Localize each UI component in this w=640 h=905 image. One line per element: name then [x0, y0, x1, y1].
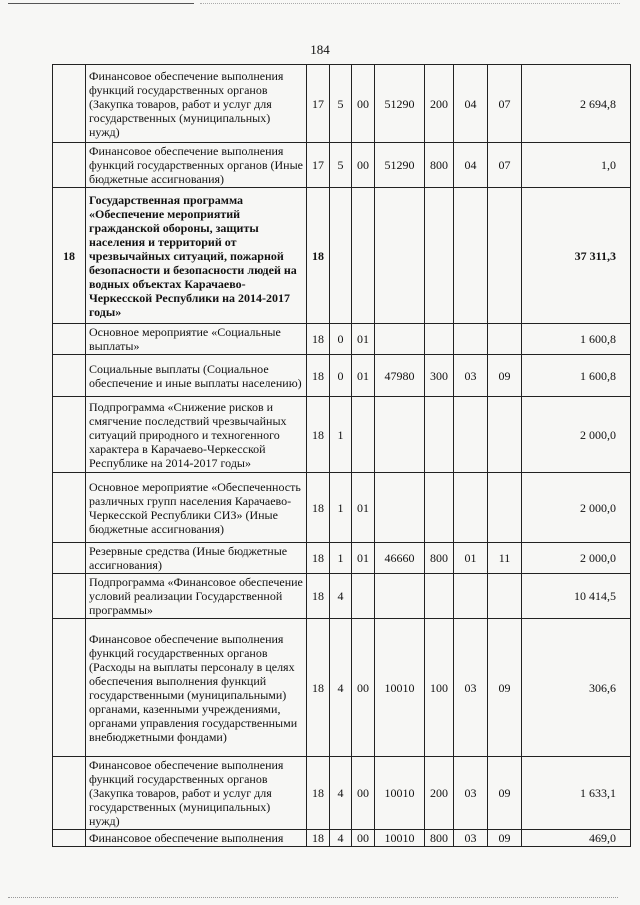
code-program: 18	[307, 619, 330, 757]
code-event: 01	[352, 543, 375, 574]
row-amount: 469,0	[522, 830, 631, 847]
code-event: 00	[352, 619, 375, 757]
code-program: 17	[307, 143, 330, 188]
budget-table	[52, 64, 631, 847]
code-event: 00	[352, 143, 375, 188]
code-direction	[375, 324, 425, 355]
code-direction	[375, 188, 425, 324]
code-direction: 51290	[375, 65, 425, 143]
code-expense-type: 200	[425, 65, 454, 143]
code-subsection: 09	[488, 355, 522, 397]
row-name: Финансовое обеспечение выполнения функций государственных органов (Расходы на выплаты персоналу в целях обеспечения выполнения функций государственными (муниципальными) органами, казенными учреждениями, органами управления государственными внебюджетными фондами)	[86, 619, 307, 757]
code-section	[454, 188, 488, 324]
row-number	[53, 397, 86, 473]
row-amount: 2 000,0	[522, 473, 631, 543]
row-number	[53, 65, 86, 143]
row-amount: 1 600,8	[522, 355, 631, 397]
code-direction: 10010	[375, 830, 425, 847]
code-subsection: 09	[488, 757, 522, 830]
code-direction	[375, 397, 425, 473]
code-program: 18	[307, 757, 330, 830]
row-amount: 2 694,8	[522, 65, 631, 143]
row-name: Основное мероприятие «Обеспеченность различных групп населения Карачаево-Черкесской Республики СИЗ» (Иные бюджетные ассигнования)	[86, 473, 307, 543]
code-expense-type: 800	[425, 143, 454, 188]
code-program: 18	[307, 397, 330, 473]
table-row	[53, 543, 631, 574]
code-section: 01	[454, 543, 488, 574]
code-direction: 47980	[375, 355, 425, 397]
code-event	[352, 397, 375, 473]
row-number	[53, 757, 86, 830]
code-subsection	[488, 574, 522, 619]
row-amount: 1,0	[522, 143, 631, 188]
code-subprogram: 0	[330, 324, 352, 355]
code-section: 03	[454, 830, 488, 847]
code-direction: 46660	[375, 543, 425, 574]
row-name: Финансовое обеспечение выполнения функций государственных органов (Иные бюджетные ассигнования)	[86, 143, 307, 188]
code-expense-type	[425, 397, 454, 473]
code-subsection: 09	[488, 619, 522, 757]
code-direction	[375, 473, 425, 543]
code-subsection	[488, 324, 522, 355]
page-number: 184	[310, 42, 330, 57]
code-program: 18	[307, 543, 330, 574]
code-event	[352, 188, 375, 324]
table-row	[53, 757, 631, 830]
code-event	[352, 574, 375, 619]
table-row	[53, 397, 631, 473]
code-subsection: 11	[488, 543, 522, 574]
row-number	[53, 830, 86, 847]
code-program: 18	[307, 473, 330, 543]
code-subprogram: 1	[330, 397, 352, 473]
code-event: 00	[352, 830, 375, 847]
row-amount: 306,6	[522, 619, 631, 757]
row-number	[53, 473, 86, 543]
top-rule	[8, 3, 194, 4]
row-name: Подпрограмма «Снижение рисков и смягчение последствий чрезвычайных ситуаций природного и техногенного характера в Карачаево-Черкесской Республике на 2014-2017 годы»	[86, 397, 307, 473]
row-number	[53, 543, 86, 574]
code-event: 01	[352, 473, 375, 543]
code-subprogram: 4	[330, 757, 352, 830]
row-number	[53, 143, 86, 188]
row-name: Социальные выплаты (Социальное обеспечение и иные выплаты населению)	[86, 355, 307, 397]
code-section: 04	[454, 65, 488, 143]
table-row	[53, 65, 631, 143]
row-name: Основное мероприятие «Социальные выплаты»	[86, 324, 307, 355]
code-event: 00	[352, 757, 375, 830]
code-subsection	[488, 473, 522, 543]
row-name: Резервные средства (Иные бюджетные ассигнования)	[86, 543, 307, 574]
code-section: 03	[454, 355, 488, 397]
code-program: 17	[307, 65, 330, 143]
code-section: 03	[454, 619, 488, 757]
code-program: 18	[307, 830, 330, 847]
row-name: Государственная программа «Обеспечение мероприятий гражданской обороны, защиты населения и территорий от чрезвычайных ситуаций, пожарной безопасности и безопасности людей на водных объектах Карачаево-Черкесской Республики на 2014-2017 годы»	[86, 188, 307, 324]
code-direction: 10010	[375, 757, 425, 830]
row-name: Финансовое обеспечение выполнения функций государственных органов (Закупка товаров, работ и услуг для государственных (муниципальных) нужд)	[86, 65, 307, 143]
row-amount: 10 414,5	[522, 574, 631, 619]
code-direction	[375, 574, 425, 619]
table-row	[53, 830, 631, 847]
code-subsection	[488, 397, 522, 473]
code-expense-type	[425, 324, 454, 355]
code-subprogram: 4	[330, 619, 352, 757]
row-number	[53, 619, 86, 757]
code-expense-type	[425, 473, 454, 543]
row-name: Подпрограмма «Финансовое обеспечение условий реализации Государственной программы»	[86, 574, 307, 619]
code-subprogram: 0	[330, 355, 352, 397]
row-amount: 37 311,3	[522, 188, 631, 324]
code-event: 01	[352, 324, 375, 355]
code-section	[454, 574, 488, 619]
row-number	[53, 355, 86, 397]
row-number	[53, 574, 86, 619]
code-expense-type: 800	[425, 543, 454, 574]
budget-table-body	[53, 65, 631, 847]
code-subsection	[488, 188, 522, 324]
row-amount: 1 633,1	[522, 757, 631, 830]
code-program: 18	[307, 188, 330, 324]
table-row	[53, 324, 631, 355]
code-expense-type: 200	[425, 757, 454, 830]
code-event: 01	[352, 355, 375, 397]
code-direction: 10010	[375, 619, 425, 757]
row-number: 18	[53, 188, 86, 324]
row-amount: 1 600,8	[522, 324, 631, 355]
table-row	[53, 355, 631, 397]
table-row	[53, 188, 631, 324]
code-subprogram: 4	[330, 574, 352, 619]
code-expense-type: 100	[425, 619, 454, 757]
code-section	[454, 324, 488, 355]
row-name: Финансовое обеспечение выполнения	[86, 830, 307, 847]
code-program: 18	[307, 355, 330, 397]
row-amount: 2 000,0	[522, 397, 631, 473]
code-subprogram	[330, 188, 352, 324]
code-expense-type	[425, 188, 454, 324]
bottom-dotted-rule	[8, 897, 618, 898]
code-subprogram: 4	[330, 830, 352, 847]
table-row	[53, 143, 631, 188]
top-dotted-rule	[200, 3, 620, 4]
code-program: 18	[307, 324, 330, 355]
code-expense-type: 300	[425, 355, 454, 397]
code-subprogram: 5	[330, 143, 352, 188]
row-amount: 2 000,0	[522, 543, 631, 574]
code-subprogram: 1	[330, 543, 352, 574]
code-expense-type	[425, 574, 454, 619]
code-subprogram: 5	[330, 65, 352, 143]
table-row	[53, 473, 631, 543]
code-expense-type: 800	[425, 830, 454, 847]
table-row	[53, 619, 631, 757]
code-subsection: 07	[488, 65, 522, 143]
code-section: 04	[454, 143, 488, 188]
code-program: 18	[307, 574, 330, 619]
code-subsection: 07	[488, 143, 522, 188]
code-event: 00	[352, 65, 375, 143]
code-direction: 51290	[375, 143, 425, 188]
row-name: Финансовое обеспечение выполнения функций государственных органов (Закупка товаров, работ и услуг для государственных (муниципальных) нужд)	[86, 757, 307, 830]
code-subsection: 09	[488, 830, 522, 847]
code-section	[454, 473, 488, 543]
code-section	[454, 397, 488, 473]
table-row	[53, 574, 631, 619]
code-subprogram: 1	[330, 473, 352, 543]
row-number	[53, 324, 86, 355]
code-section: 03	[454, 757, 488, 830]
